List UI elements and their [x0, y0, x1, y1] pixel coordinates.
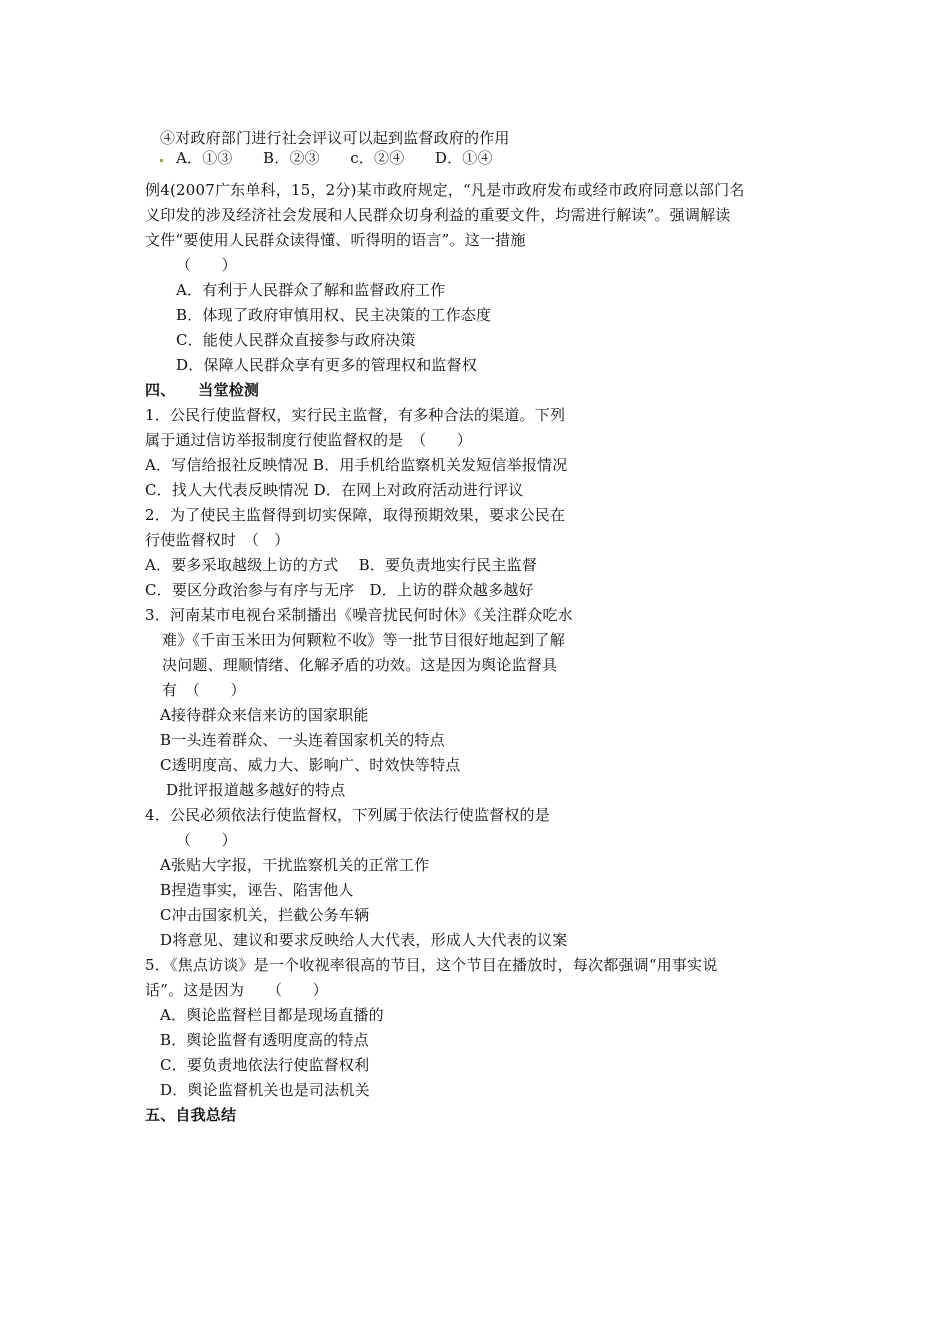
- section-heading-4: 四、 当堂检测: [145, 381, 260, 399]
- q3-line-3: 决问题、理顺情绪、化解矛盾的功效。这是因为舆论监督具: [162, 656, 558, 674]
- q5-option-b: B．舆论监督有透明度高的特点: [160, 1031, 369, 1049]
- q1-options-cd: C．找人大代表反映情况 D．在网上对政府活动进行评议: [145, 481, 524, 499]
- q5-option-a: A．舆论监督栏目都是现场直播的: [160, 1006, 384, 1024]
- example-4-line-3: 文件“要使用人民群众读得懂、听得明的语言”。这一措施: [145, 231, 526, 249]
- answer-choices-line: A．①③ B．②③ c．②④ D．①④: [176, 149, 493, 167]
- option-line-4: ④对政府部门进行社会评议可以起到监督政府的作用: [160, 129, 510, 147]
- q4-blank: （ ）: [176, 831, 237, 849]
- example-4-blank: （ ）: [176, 256, 237, 274]
- q2-line-2: 行使监督权时 （ ）: [145, 531, 290, 549]
- q3-option-a: A接待群众来信来访的国家职能: [160, 706, 369, 724]
- marker-dot: [160, 159, 163, 162]
- q5-option-d: D．舆论监督机关也是司法机关: [160, 1081, 370, 1099]
- q1-options-ab: A．写信给报社反映情况 B．用手机给监察机关发短信举报情况: [145, 456, 568, 474]
- q5-line-2: 话”。这是因为 （ ）: [145, 981, 328, 999]
- q3-line-1: 3．河南某市电视台采制播出《噪音扰民何时休》《关注群众吃水: [145, 606, 573, 624]
- q4-option-c: C冲击国家机关，拦截公务车辆: [160, 906, 370, 924]
- q2-line-1: 2．为了使民主监督得到切实保障，取得预期效果，要求公民在: [145, 506, 566, 524]
- q3-line-2: 难》《千亩玉米田为何颗粒不收》等一批节目很好地起到了解: [162, 631, 565, 649]
- q3-line-4: 有 （ ）: [162, 681, 246, 699]
- example-4-option-c: C．能使人民群众直接参与政府决策: [176, 331, 416, 349]
- example-4-line-1: 例4(2007广东单科，15，2分)某市政府规定，“凡是市政府发布或经市政府同意以部门名: [145, 181, 745, 199]
- example-4-option-d: D．保障人民群众享有更多的管理权和监督权: [176, 356, 478, 374]
- q5-option-c: C．要负责地依法行使监督权利: [160, 1056, 370, 1074]
- q4-option-b: B捏造事实，诬告、陷害他人: [160, 881, 354, 899]
- q2-options-cd: C．要区分政治参与有序与无序 D．上访的群众越多越好: [145, 581, 534, 599]
- q1-line-1: 1．公民行使监督权，实行民主监督，有多种合法的渠道。下列: [145, 406, 566, 424]
- q4-line-1: 4．公民必须依法行使监督权，下列属于依法行使监督权的是: [145, 806, 550, 824]
- q2-options-ab: A．要多采取越级上访的方式 B．要负责地实行民主监督: [145, 556, 538, 574]
- q3-option-c: C透明度高、威力大、影响广、时效快等特点: [160, 756, 461, 774]
- q1-line-2: 属于通过信访举报制度行使监督权的是 （ ）: [145, 431, 472, 449]
- q4-option-d: D将意见、建议和要求反映给人大代表，形成人大代表的议案: [160, 931, 568, 949]
- section-heading-5: 五、自我总结: [145, 1106, 237, 1124]
- q3-option-d: D批评报道越多越好的特点: [166, 781, 346, 799]
- example-4-option-a: A．有利于人民群众了解和监督政府工作: [176, 281, 446, 299]
- q4-option-a: A张贴大字报，干扰监察机关的正常工作: [160, 856, 430, 874]
- q5-line-1: 5．《焦点访谈》是一个收视率很高的节目，这个节目在播放时，每次都强调“用事实说: [145, 956, 718, 974]
- q3-option-b: B一头连着群众、一头连着国家机关的特点: [160, 731, 445, 749]
- example-4-option-b: B．体现了政府审慎用权、民主决策的工作态度: [176, 306, 492, 324]
- example-4-line-2: 义印发的涉及经济社会发展和人民群众切身利益的重要文件，均需进行解读”。强调解读: [145, 206, 731, 224]
